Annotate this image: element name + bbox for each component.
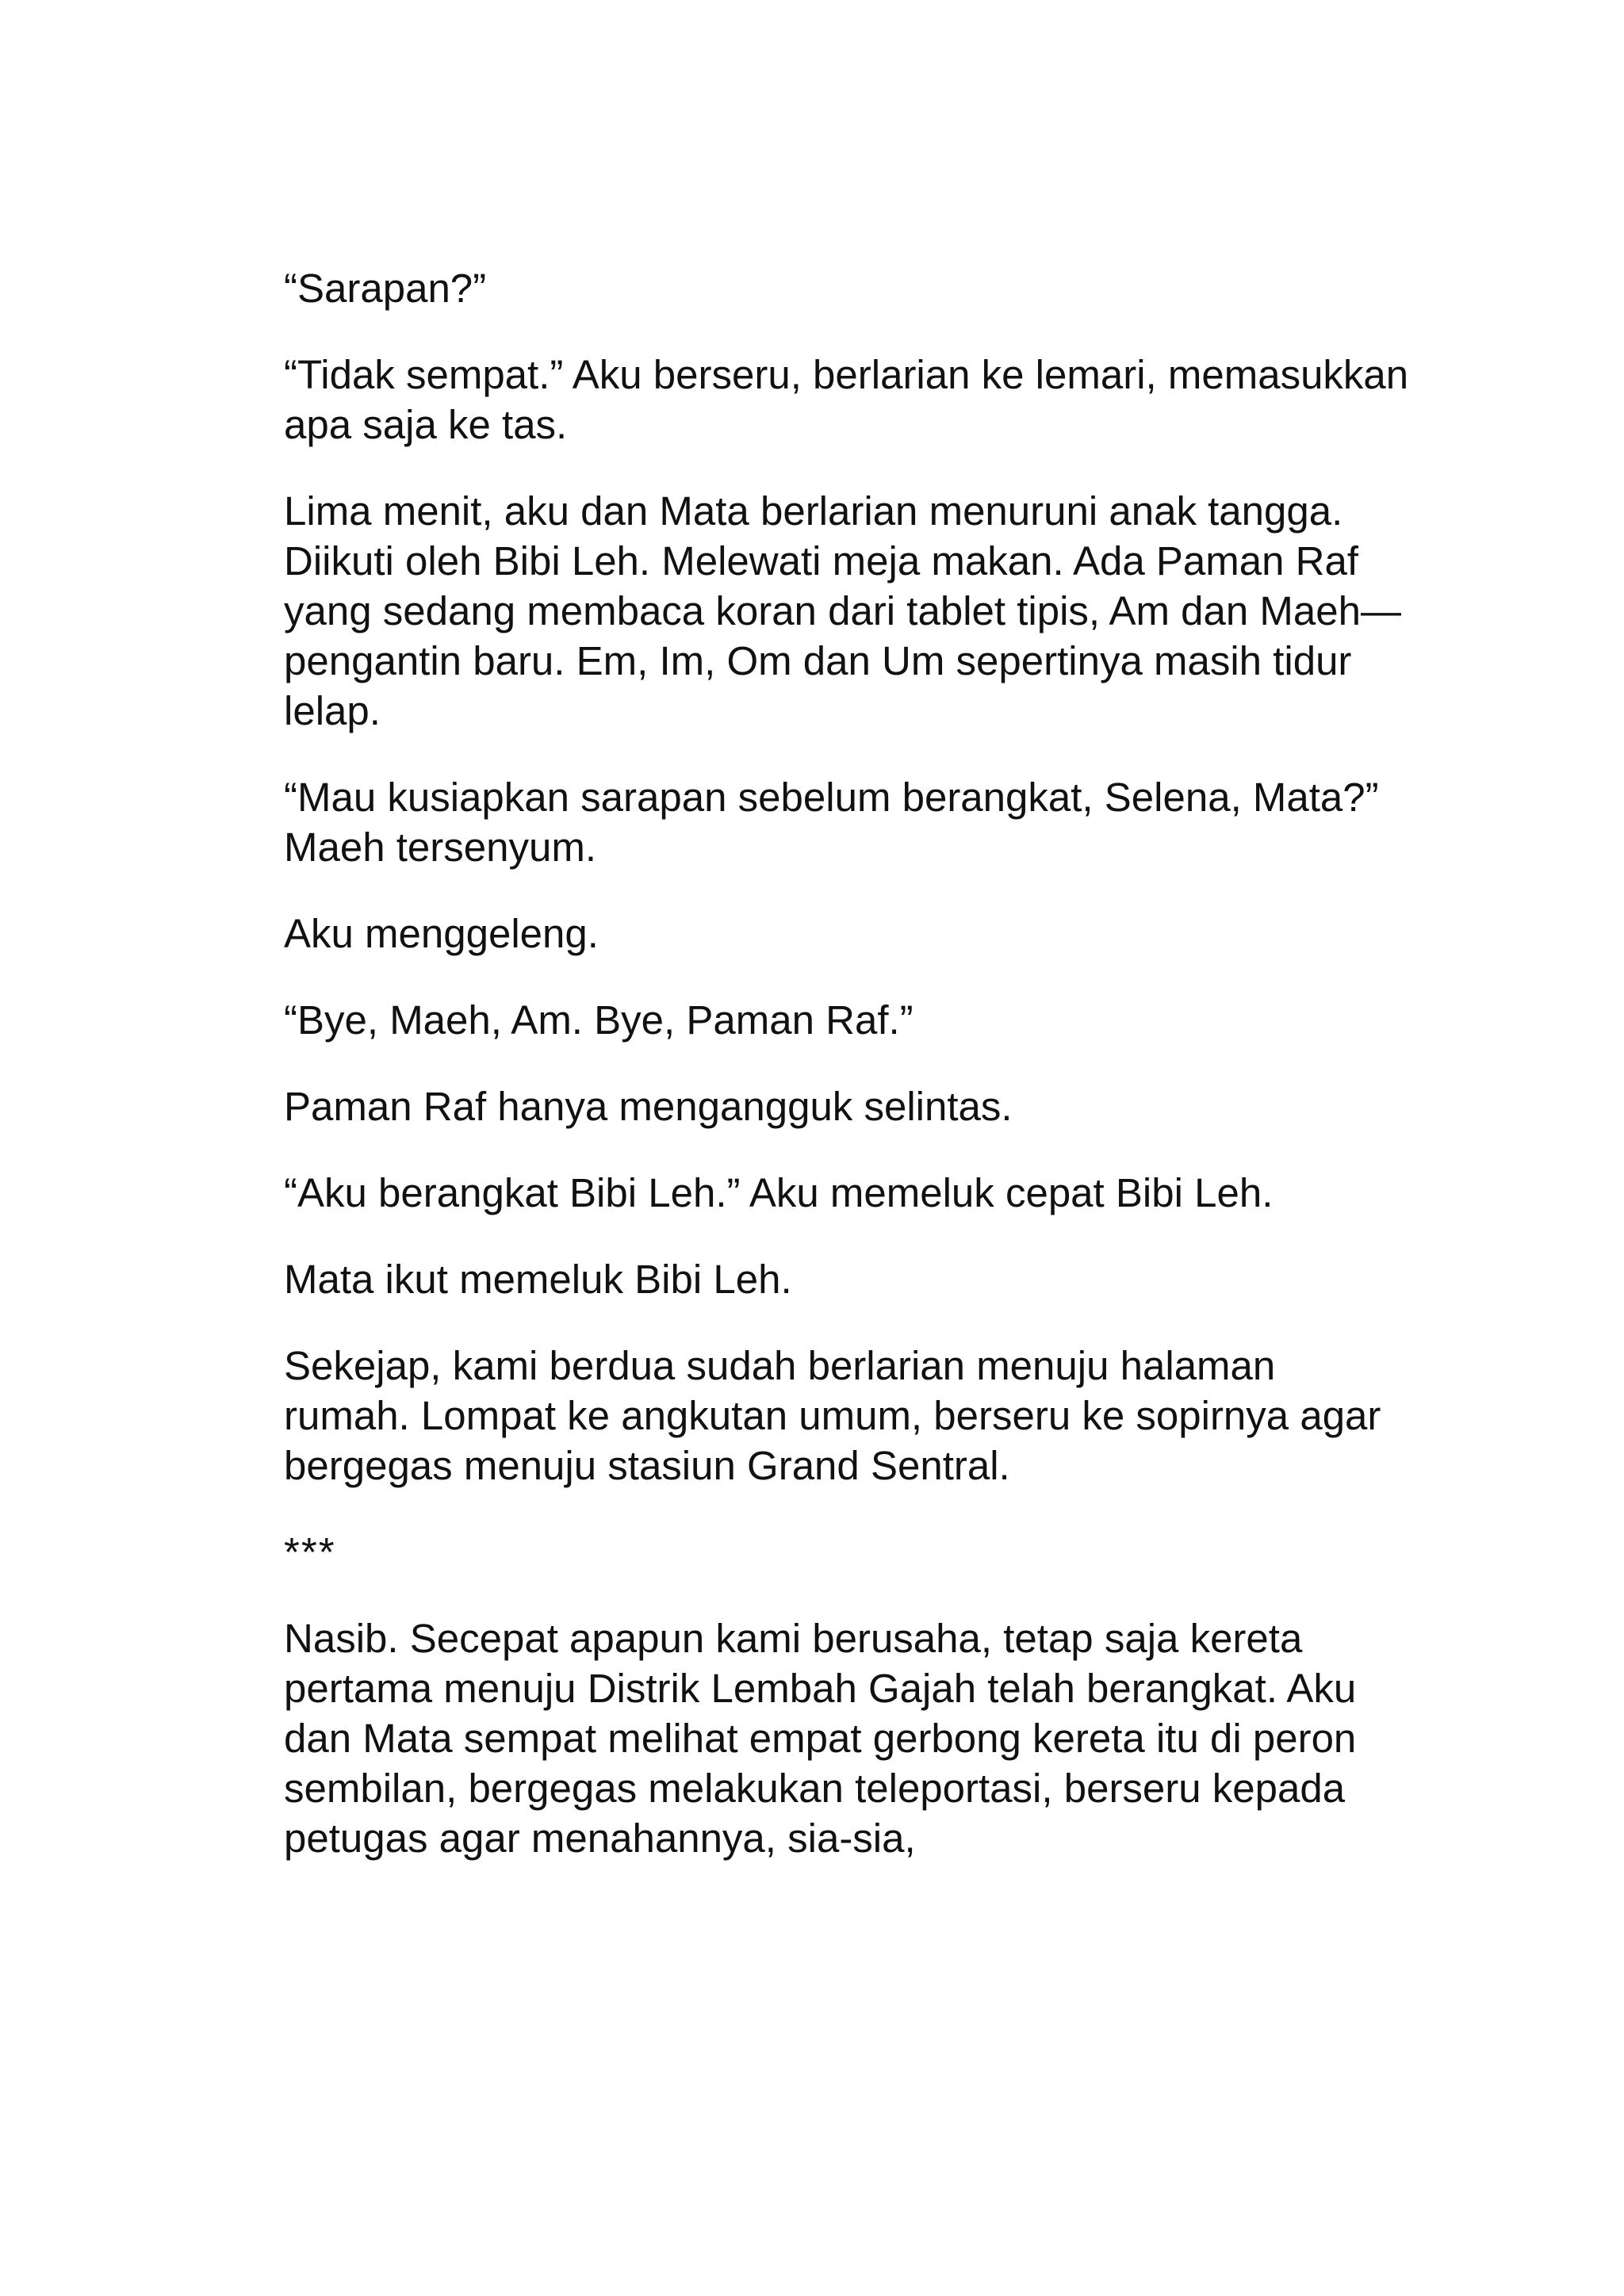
paragraph-4: “Mau kusiapkan sarapan sebelum berangkat, Selena, Mata?” Maeh tersenyum. (284, 775, 1379, 870)
paragraph-6: “Bye, Maeh, Am. Bye, Paman Raf.” (284, 997, 914, 1043)
paragraph-8: “Aku berangkat Bibi Leh.” Aku memeluk cepat Bibi Leh. (284, 1170, 1274, 1215)
paragraph-2: “Tidak sempat.” Aku berseru, berlarian ke lemari, memasukkan apa saja ke tas. (284, 352, 1409, 447)
paragraph-3: Lima menit, aku dan Mata berlarian menuruni anak tangga. Diikuti oleh Bibi Leh. Melewati meja makan. Ada Paman Raf yang sedang membaca koran dari tablet tipis, Am dan Maeh—pengantin baru. Em, Im, Om dan Um sepertinya masih tidur lelap. (284, 488, 1401, 733)
paragraph-9: Mata ikut memeluk Bibi Leh. (284, 1257, 792, 1302)
paragraph-10: Sekejap, kami berdua sudah berlarian menuju halaman rumah. Lompat ke angkutan umum, berseru ke sopirnya agar bergegas menuju stasiun Grand Sentral. (284, 1343, 1381, 1488)
paragraph-11: Nasib. Secepat apapun kami berusaha, tetap saja kereta pertama menuju Distrik Lembah Gajah telah berangkat. Aku dan Mata sempat melihat empat gerbong kereta itu di peron sembilan, bergegas melakukan teleportasi, berseru kepada petugas agar menahannya, sia-sia, (284, 1616, 1357, 1861)
scene-separator: *** (284, 1529, 336, 1575)
paragraph-5: Aku menggeleng. (284, 911, 599, 956)
body-text (284, 263, 1410, 1900)
paragraph-1: “Sarapan?” (284, 266, 487, 311)
paragraph-7: Paman Raf hanya mengangguk selintas. (284, 1084, 1013, 1129)
